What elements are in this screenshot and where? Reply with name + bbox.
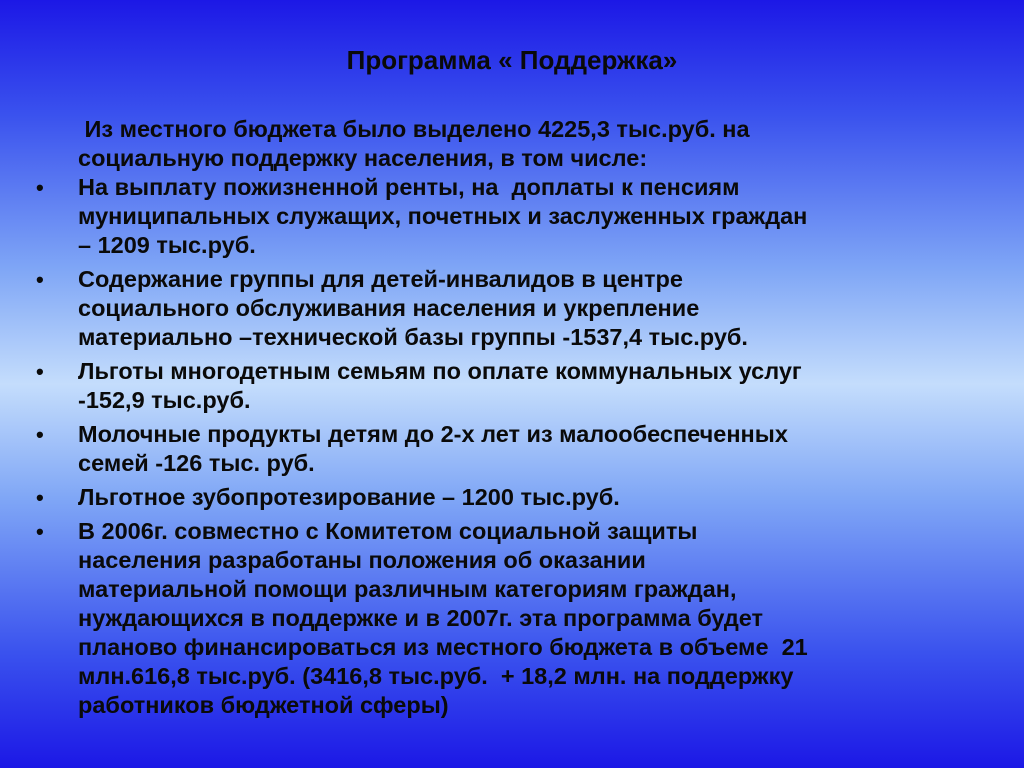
bullet-item xyxy=(36,483,976,512)
bullet-dot-icon: • xyxy=(36,267,44,292)
slide-title: Программа « Поддержка» xyxy=(346,45,678,75)
bullet-dot-icon: • xyxy=(36,175,44,200)
bullet-text: Льготы многодетным семьям по оплате коммунальных услуг -152,9 тыс.руб. xyxy=(78,358,802,413)
bullet-dot-icon: • xyxy=(36,359,44,384)
bullet-dot-icon: • xyxy=(36,519,44,544)
bullet-text: Содержание группы для детей-инвалидов в центре социального обслуживания населения и укрепление материально –технической базы группы -1537,4 тыс.руб. xyxy=(78,266,748,350)
bullet-item xyxy=(36,517,976,720)
bullet-dot-icon: • xyxy=(36,485,44,510)
bullet-item xyxy=(36,173,976,260)
bullet-item xyxy=(36,265,976,352)
bullet-list xyxy=(36,173,976,725)
bullet-text: На выплату пожизненной ренты, на доплаты к пенсиям муниципальных служащих, почетных и заслуженных граждан – 1209 тыс.руб. xyxy=(78,174,808,258)
intro-paragraph: Из местного бюджета было выделено 4225,3 тыс.руб. на социальную поддержку населения, в том числе: xyxy=(78,116,750,171)
bullet-text: Льготное зубопротезирование – 1200 тыс.руб. xyxy=(78,484,620,510)
bullet-item xyxy=(36,420,976,478)
bullet-text: Молочные продукты детям до 2-х лет из малообеспеченных семей -126 тыс. руб. xyxy=(78,421,788,476)
bullet-item xyxy=(36,357,976,415)
bullet-text: В 2006г. совместно с Комитетом социальной защиты населения разработаны положения об оказании материальной помощи различным категориям граждан, нуждающихся в поддержке и в 2007г. эта программа будет планово финансироваться из местного бюджета в объеме 21 млн.616,8 тыс.руб. (3416,8 тыс.руб. + 18,2 млн. на поддержку работников бюджетной сферы) xyxy=(78,518,808,718)
bullet-dot-icon: • xyxy=(36,422,44,447)
